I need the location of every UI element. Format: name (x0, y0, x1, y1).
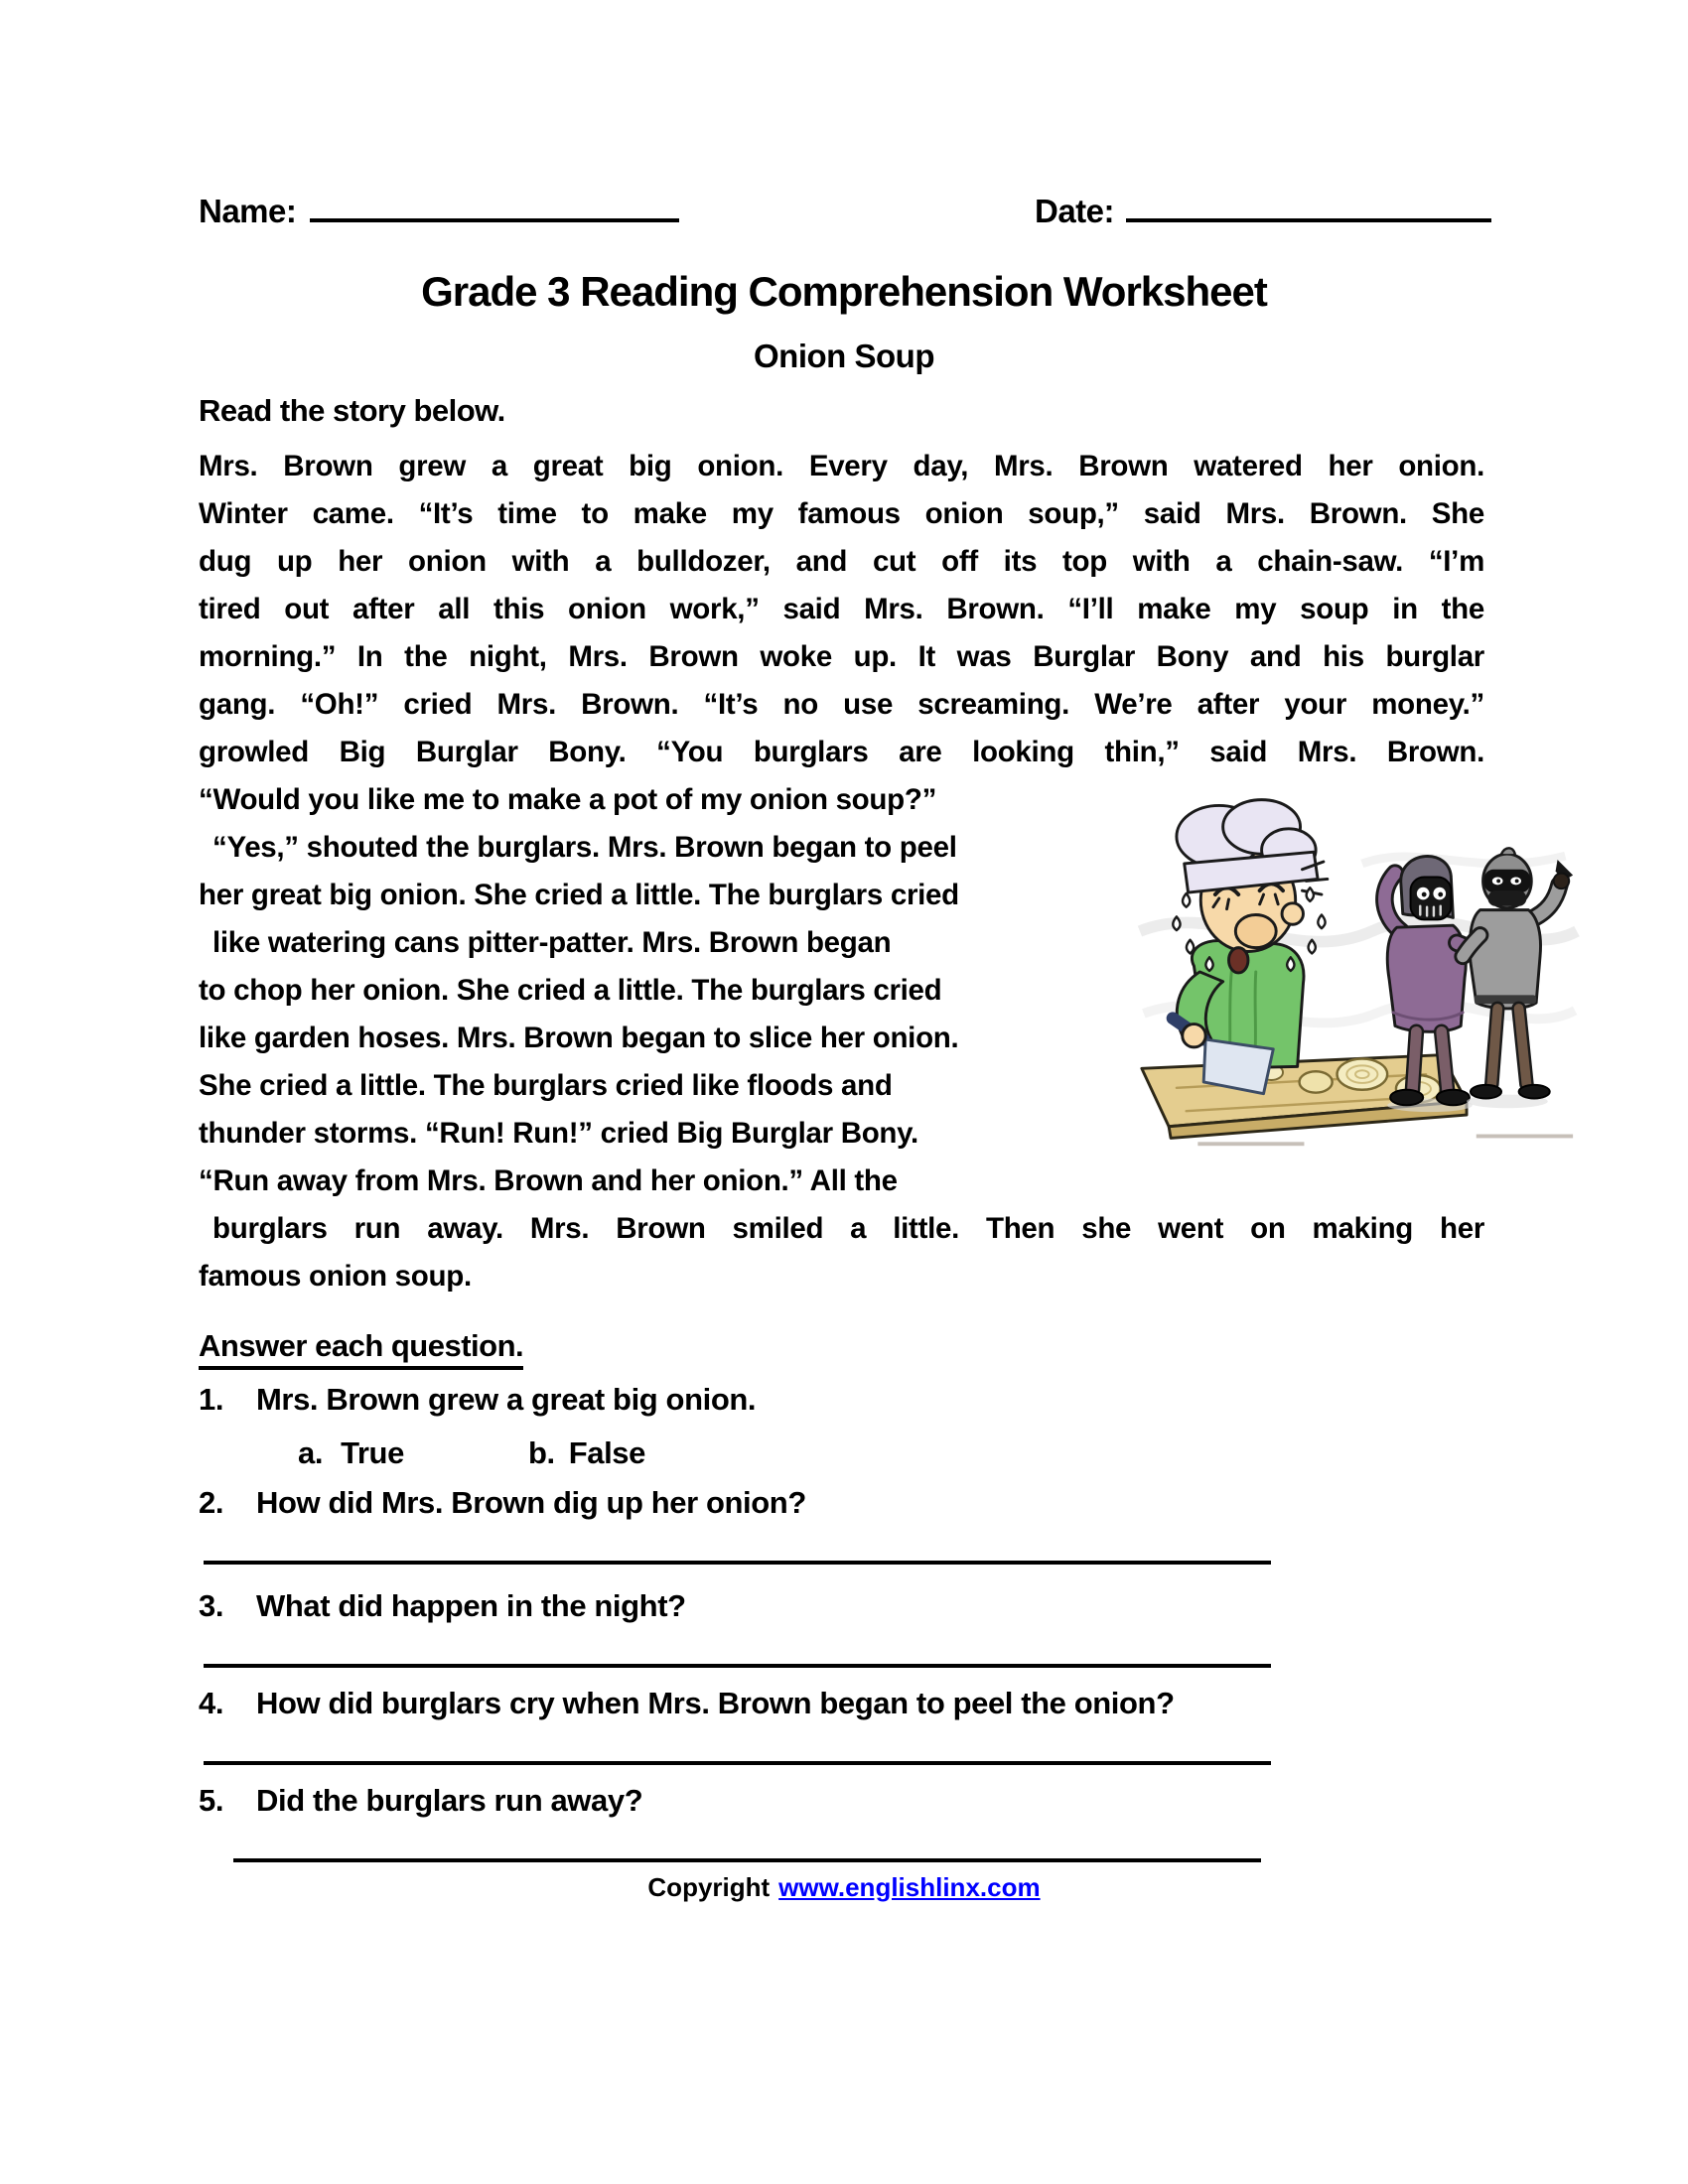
question-1-number: 1. (199, 1382, 224, 1417)
answer-blank-line-4 (233, 1858, 1261, 1862)
question-2-text: How did Mrs. Brown dig up her onion? (256, 1485, 806, 1520)
question-3-number: 3. (199, 1588, 224, 1623)
option-b-text: False (568, 1435, 645, 1470)
copyright-link[interactable]: www.englishlinx.com (778, 1872, 1041, 1902)
story-line-2: Winter came. “It’s time to make my famous onion soup,” said Mrs. Brown. She (199, 497, 1484, 530)
question-3-text: What did happen in the night? (256, 1588, 686, 1623)
option-a-text: True (341, 1435, 404, 1470)
story-line-13: like garden hoses. Mrs. Brown began to slice her onion. (199, 1022, 959, 1054)
story-line-17: burglars run away. Mrs. Brown smiled a little. Then she went on making her (212, 1212, 1484, 1245)
copyright-label: Copyright (647, 1872, 771, 1902)
question-1-text: Mrs. Brown grew a great big onion. (256, 1382, 757, 1417)
question-3 (199, 1588, 1509, 1624)
question-5-text: Did the burglars run away? (256, 1783, 643, 1818)
option-a-label: a. (298, 1435, 324, 1470)
story-line-15: thunder storms. “Run! Run!” cried Big Burglar Bony. (199, 1117, 918, 1150)
question-1 (199, 1382, 1509, 1418)
date-row (1035, 189, 1491, 230)
question-2 (199, 1485, 1509, 1521)
story-line-16: “Run away from Mrs. Brown and her onion.” All the (199, 1164, 898, 1197)
answer-blank-line-3 (204, 1761, 1271, 1765)
story-line-4: tired out after all this onion work,” said Mrs. Brown. “I’ll make my soup in the (199, 593, 1484, 625)
question-4 (199, 1686, 1509, 1721)
question-4-text: How did burglars cry when Mrs. Brown began to peel the onion? (256, 1686, 1175, 1720)
story-line-7: growled Big Burglar Bony. “You burglars are looking thin,” said Mrs. Brown. (199, 736, 1484, 768)
answer-blank-line-2 (204, 1664, 1271, 1668)
page-subtitle: Onion Soup (754, 338, 934, 374)
story-line-10: her great big onion. She cried a little. The burglars cried (199, 879, 959, 911)
story-line-12: to chop her onion. She cried a little. The burglars cried (199, 974, 942, 1007)
name-label: Name: (199, 193, 297, 229)
story-line-9: “Yes,” shouted the burglars. Mrs. Brown began to peel (212, 831, 957, 864)
option-b-label: b. (527, 1435, 555, 1470)
question-5-number: 5. (199, 1783, 224, 1818)
burglars-illustration (1384, 848, 1573, 1138)
story-line-18: famous onion soup. (199, 1260, 472, 1293)
story-line-6: gang. “Oh!” cried Mrs. Brown. “It’s no use screaming. We’re after your money.” (199, 688, 1484, 721)
story-line-14: She cried a little. The burglars cried like floods and (199, 1069, 893, 1102)
answer-blank-line-1 (204, 1561, 1271, 1565)
name-row (199, 189, 679, 230)
story-line-8: “Would you like me to make a pot of my onion soup?” (199, 783, 937, 816)
page-title: Grade 3 Reading Comprehension Worksheet (421, 268, 1267, 315)
story-line-11: like watering cans pitter-patter. Mrs. Brown began (212, 926, 892, 959)
question-2-number: 2. (199, 1485, 224, 1520)
clipart-caption (1197, 1142, 1304, 1146)
answer-section-heading (199, 1328, 523, 1364)
story-line-5: morning.” In the night, Mrs. Brown woke up. It was Burglar Bony and his burglar (199, 640, 1484, 673)
story-line-1: Mrs. Brown grew a great big onion. Every day, Mrs. Brown watered her onion. (199, 450, 1484, 482)
question-4-number: 4. (199, 1686, 224, 1720)
read-instruction: Read the story below. (199, 393, 505, 428)
question-1-options (298, 1435, 645, 1471)
story-line-3: dug up her onion with a bulldozer, and cut off its top with a chain-saw. “I’m (199, 545, 1484, 578)
page-footer (0, 1872, 1688, 1903)
question-5 (199, 1783, 1509, 1819)
name-blank-line (310, 189, 679, 222)
story-illustration (1130, 786, 1585, 1154)
answer-heading-text: Answer each question. (199, 1328, 523, 1370)
clipart-caption (1477, 1135, 1573, 1139)
date-label: Date: (1035, 193, 1115, 229)
date-blank-line (1126, 189, 1491, 222)
